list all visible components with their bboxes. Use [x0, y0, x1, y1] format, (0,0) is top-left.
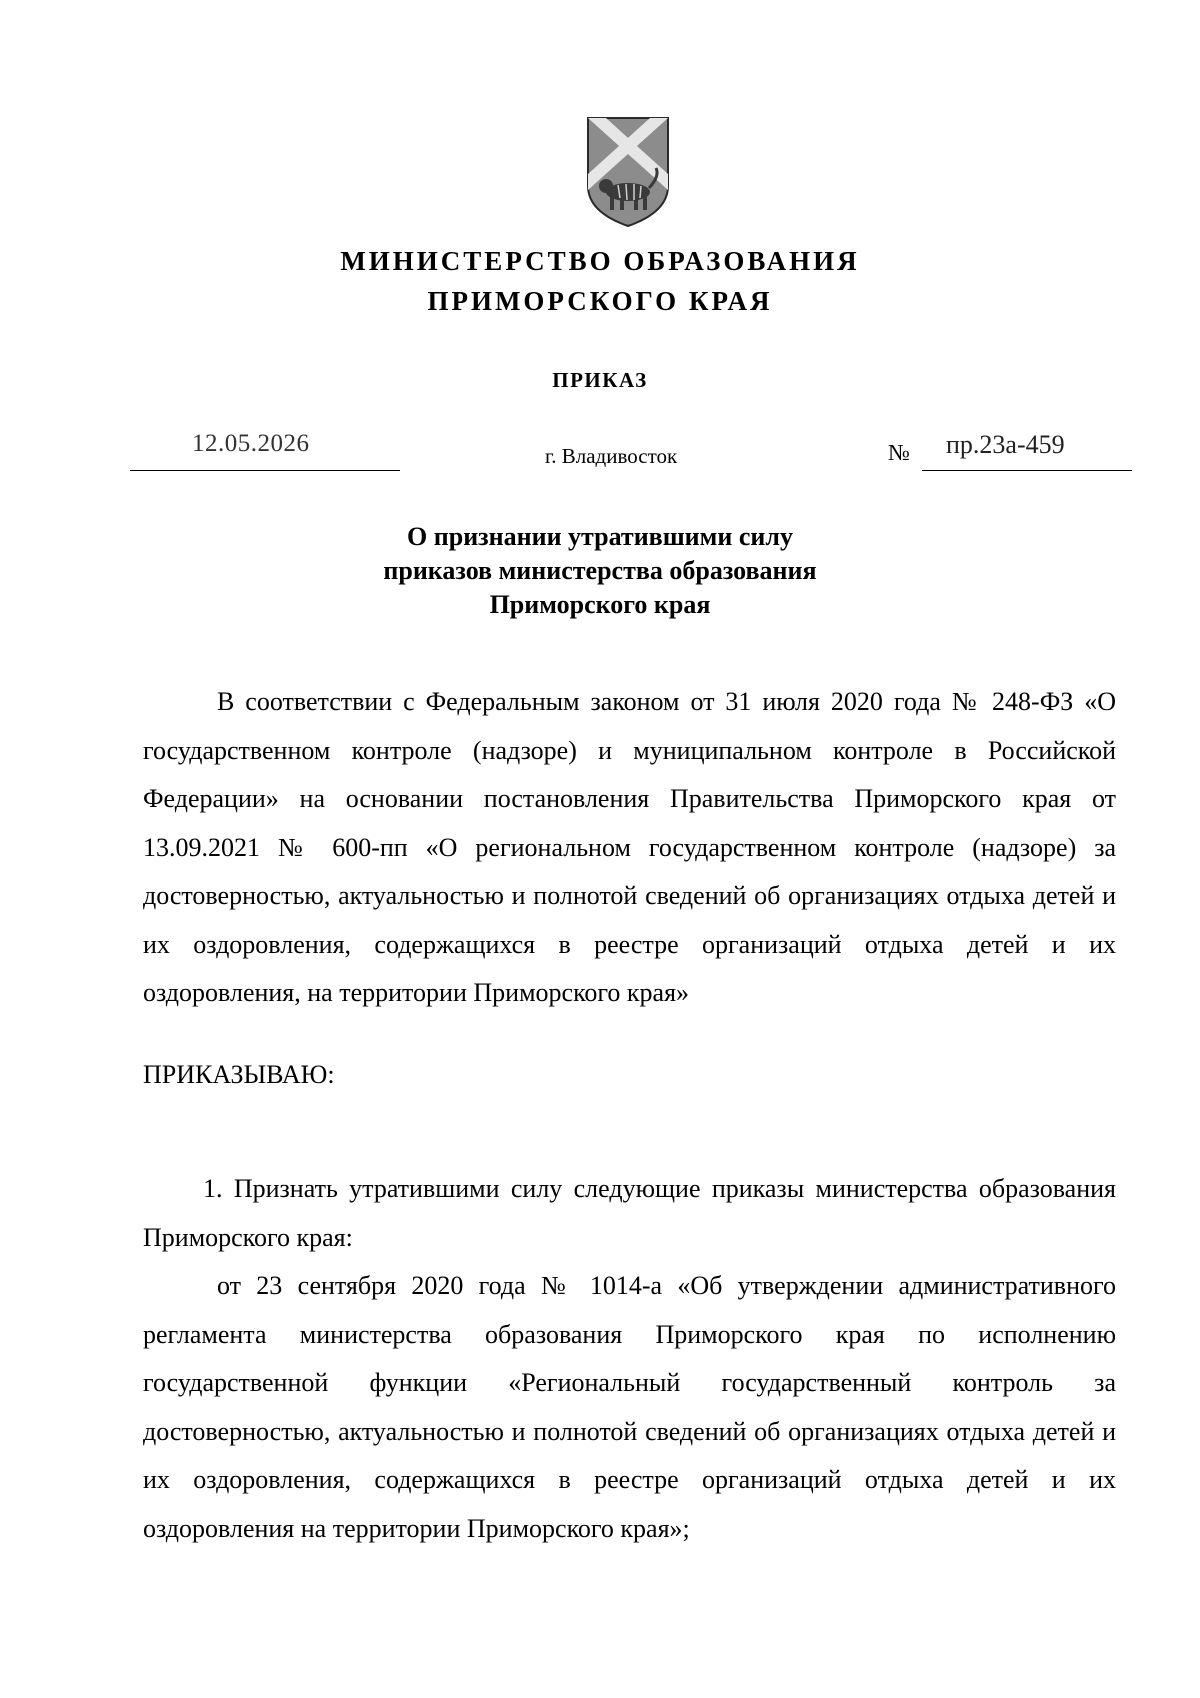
decree-word: ПРИКАЗЫВАЮ: — [143, 1060, 335, 1089]
ministry-name-line1: МИНИСТЕРСТВО ОБРАЗОВАНИЯ — [340, 246, 860, 276]
date-field — [130, 430, 400, 471]
document-title-line2: приказов министерства образования — [383, 556, 817, 585]
order-item-1-sub-1: от 23 сентября 2020 года № 1014-а «Об утверждении административного регламента министерства образования Приморского края по исполнению государственной функции «Региональный государственный контроль за достоверностью, актуальностью и полнотой сведений об организациях отдыха детей и их оздоровления, содержащихся в реестре организаций отдыха детей и их оздоровления на территории Приморского края»; — [143, 1271, 1116, 1543]
document-title-line3: Приморского края — [489, 590, 711, 619]
number-field — [922, 430, 1132, 471]
order-item-1: 1. Признать утратившими силу следующие приказы министерства образования Приморского края: — [143, 1174, 1116, 1252]
preamble-paragraph: В соответствии с Федеральным законом от 31 июля 2020 года № 248-ФЗ «О государственном контроле (надзоре) и муниципальном контроле в Российской Федерации» на основании постановления Правительства Приморского края от 13.09.2021 № 600-пп «О региональном государственном контроле (надзоре) за достоверностью, актуальностью и полнотой сведений об организациях отдыха детей и их оздоровления, содержащихся в реестре организаций отдыха детей и их оздоровления, на территории Приморского края» — [143, 687, 1116, 1007]
document-date: 12.05.2026 — [192, 430, 310, 457]
number-sign: № — [888, 440, 910, 465]
document-type: ПРИКАЗ — [552, 368, 648, 392]
document-number: пр.23а-459 — [946, 430, 1065, 459]
document-city: г. Владивосток — [545, 444, 678, 468]
coat-of-arms-icon — [586, 116, 670, 228]
document-title-line1: О признании утратившими силу — [407, 522, 793, 551]
ministry-name-line2: ПРИМОРСКОГО КРАЯ — [427, 286, 773, 316]
